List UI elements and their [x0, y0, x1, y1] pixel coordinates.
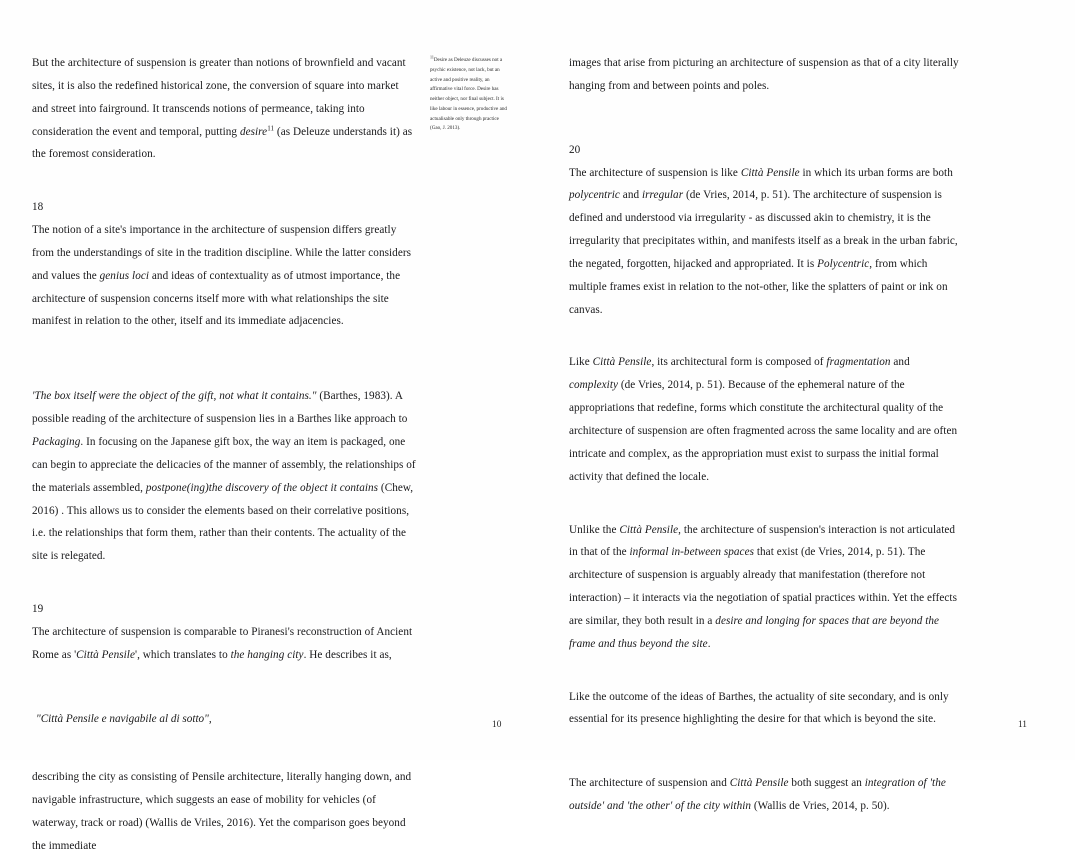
page-left: [0, 0, 537, 852]
spacer: [32, 568, 417, 598]
spacer: [569, 731, 959, 761]
spacer: [569, 321, 959, 351]
paragraph-section-19: [32, 621, 417, 667]
spacer: [32, 333, 417, 363]
spacer: [32, 697, 417, 708]
unlike-italic-desire-longing: desire and longing for spaces that are beyond the frame and thus beyond the site: [569, 614, 940, 650]
like-part4: (de Vries, 2014, p. 51). Because of the ephemeral nature of the appropriations that redefine, forms which constitute the architectural quality of the architecture of suspension are often fragmented across the same locality and are often intricate and complex, as the appropriation must exist to surpass the initial formal activity that defined the locale.: [569, 379, 958, 483]
spacer: [569, 98, 959, 128]
final-italic-integration: integration of 'the outside' and 'the other' of the city within: [569, 777, 946, 813]
section-19-part1: The architecture of suspension is comparable to Piranesi's reconstruction of Ancient Rome as ': [32, 625, 413, 661]
unlike-italic-informal-spaces: informal in-between spaces: [629, 546, 754, 559]
section-20-italic-polycentric-2: Polycentric: [817, 257, 870, 270]
unlike-part3: that exist (de Vries, 2014, p. 51). The architecture of suspension is arguably already that manifestation (therefore not interaction) – it interacts via the negotiation of spatial practices within. Yet the effects are similar, they both result in a: [569, 546, 957, 627]
section-20-italic-polycentric: polycentric: [569, 189, 620, 202]
right-page-text-column: [569, 52, 959, 818]
paragraph-barthes-outcome: Like the outcome of the ideas of Barthes, the actuality of site secondary, and is only essential for its presence highlighting the desire for that which is beyond the site.: [569, 690, 949, 726]
section-20-italic-irregular: irregular: [641, 189, 684, 202]
page-number-left: 10: [492, 720, 502, 730]
paragraph-section-18: [32, 219, 417, 333]
final-part1: The architecture of suspension and: [569, 777, 730, 790]
footnote-text: Desire as Deleuze discusses not a psychic existence, not lack, but an active and positive reality, an affirmative vital force. Desire has neither object, nor final subject. It is like labour in essence, productive and actualisable only through practice (Gao, J. 2013).: [430, 57, 507, 132]
paragraph-opening: [32, 52, 417, 166]
unlike-part1: Unlike the: [569, 523, 620, 536]
spacer: [569, 656, 959, 686]
like-part2: , its architectural form is composed of: [651, 356, 827, 369]
paragraph-final: [569, 772, 959, 818]
barthes-part2: . In focusing on the Japanese gift box, the way an item is packaged, one can begin to appreciate the delicacies of the manner of assembly, the relationships of the materials assembled,: [32, 435, 416, 494]
unlike-part4: .: [707, 637, 711, 650]
section-18-italic-genius-loci: genius loci: [99, 269, 150, 282]
section-20-part4: (de Vries, 2014, p. 51). The architecture of suspension is defined and understood via irregularity - as discussed akin to chemistry, it is the irregularity that precipitates within, and manifests itself as a break in the urban fabric, the negated, forgotten, hijacked and appropriated. It is: [569, 189, 958, 270]
italic-blockquote-citta-pensile: "Città Pensile e navigabile al di sotto",: [36, 712, 212, 725]
barthes-italic-packaging: Packaging: [32, 435, 81, 448]
section-20-part5: , from which multiple frames exist in relation to the not-other, like the splatters of paint or ink on canvas.: [569, 257, 948, 316]
like-part1: Like: [569, 356, 593, 369]
section-20-part1: The architecture of suspension is like: [569, 166, 741, 179]
opening-text-before-italic: But the architecture of suspension is greater than notions of brownfield and vacant sites, it is also the redefined historical zone, the conversion of square into market and street into fairground. It transcends notions of permeance, taking into consideration the event and temporal, putting: [32, 57, 406, 138]
final-italic-citta-pensile: Città Pensile: [729, 777, 789, 790]
like-italic-fragmentation: fragmentation: [826, 356, 891, 369]
paragraph-continuation: images that arise from picturing an architecture of suspension as that of a city literally hanging from and between points and poles.: [569, 57, 959, 92]
page-number-right: 11: [1017, 720, 1027, 730]
section-20-italic-citta-pensile: Città Pensile: [740, 166, 800, 179]
page-right: [537, 0, 1075, 813]
section-19-italic-citta-pensile: Città Pensile: [76, 648, 135, 661]
like-part3: and: [890, 356, 910, 369]
paragraph-like-citta-pensile: [569, 351, 959, 488]
spacer: [32, 166, 417, 196]
unlike-italic-citta-pensile: Città Pensile: [619, 523, 679, 536]
paragraph-unlike-citta-pensile: [569, 519, 959, 656]
footnote-number: 11: [430, 54, 434, 60]
spacer: [32, 667, 417, 697]
barthes-after-quote: (Barthes, 1983). A possible reading of the architecture of suspension lies in a Barthes like approach to: [32, 390, 408, 426]
final-part2: both suggest an: [788, 777, 865, 790]
spacer: [32, 363, 417, 385]
footnote-marker-11: 11: [267, 123, 275, 132]
section-19-italic-hanging-city: the hanging city: [230, 648, 304, 661]
section-18-part2: and ideas of contextuality as of utmost importance, the architecture of suspension concerns itself more with what relationships the site manifest in relation to the other, itself and its immediate adjacencies.: [32, 269, 401, 328]
section-20-part2: in which its urban forms are both: [799, 166, 953, 179]
opening-text-after-italic: (as Deleuze understands it) as the foremost consideration.: [32, 125, 413, 161]
section-18-part1: The notion of a site's importance in the architecture of suspension differs greatly from the understandings of site in the tradition discipline. While the latter considers and values the: [32, 224, 412, 282]
footnote-margin-note: [430, 56, 508, 134]
section-19-part3: . He describes it as,: [303, 648, 392, 661]
final-part3: (Wallis de Vries, 2014, p. 50).: [751, 800, 890, 813]
barthes-quote-italic: 'The box itself were the object of the gift, not what it contains.": [32, 390, 317, 403]
unlike-part2: , the architecture of suspension's interaction is not articulated in that of the: [569, 523, 956, 559]
spacer: [32, 730, 417, 760]
spacer: [569, 128, 959, 139]
paragraph-barthes: [32, 385, 417, 568]
section-19-part2: ', which translates to: [135, 648, 231, 661]
paragraph-section-19-closing: describing the city as consisting of Pensile architecture, literally hanging down, and navigable infrastructure, which suggests an ease of mobility for vehicles (of waterway, track or road) (Wallis de Vriles, 2016). Yet the comparison goes beyond the immediate: [32, 771, 412, 852]
barthes-part3: (Chew, 2016) . This allows us to consider the elements based on their correlative positions, i.e. the relationships that form them, rather than their contents. The actuality of the site is relegated.: [32, 481, 414, 563]
spacer: [569, 761, 959, 772]
section-number-19: 19: [32, 603, 44, 616]
opening-italic-desire: desire: [239, 125, 268, 138]
like-italic-complexity: complexity: [569, 379, 619, 392]
section-number-18: 18: [32, 201, 44, 214]
barthes-italic-postpone: postpone(ing)the discovery of the object it contains: [145, 481, 379, 494]
section-number-20: 20: [569, 143, 581, 156]
section-20-part3: and: [619, 189, 642, 202]
like-italic-citta-pensile: Città Pensile: [592, 356, 652, 369]
left-page-text-column: [32, 52, 417, 858]
paragraph-section-20: [569, 162, 959, 322]
spacer: [569, 489, 959, 519]
